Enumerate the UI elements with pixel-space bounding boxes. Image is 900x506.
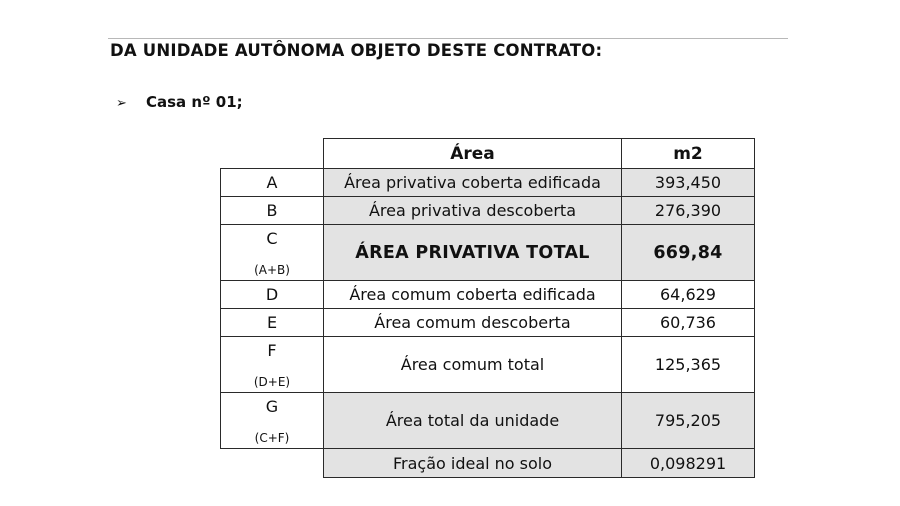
section-heading: DA UNIDADE AUTÔNOMA OBJETO DESTE CONTRATO: <box>110 41 603 60</box>
bullet-item <box>116 93 243 111</box>
row-g-area: Área total da unidade <box>323 392 622 449</box>
row-e-m2: 60,736 <box>621 308 755 337</box>
row-f-m2: 125,365 <box>621 336 755 393</box>
row-f-formula: (D+E) <box>253 375 291 389</box>
row-f-area: Área comum total <box>323 336 622 393</box>
footer-m2: 0,098291 <box>621 448 755 478</box>
row-d-m2: 64,629 <box>621 280 755 309</box>
header-m2: m2 <box>621 138 755 169</box>
row-c-formula: (A+B) <box>254 263 290 277</box>
header-area: Área <box>323 138 622 169</box>
row-d-area: Área comum coberta edificada <box>323 280 622 309</box>
row-d-letter: D <box>220 280 324 309</box>
row-g-formula: (C+F) <box>254 431 290 445</box>
row-a-letter: A <box>220 168 324 197</box>
bullet-text: Casa nº 01; <box>146 93 243 111</box>
row-f-letter-label: F <box>267 341 277 360</box>
row-c-m2: 669,84 <box>621 224 755 281</box>
row-g-letter <box>220 392 324 449</box>
row-a-m2: 393,450 <box>621 168 755 197</box>
row-c-letter <box>220 224 324 281</box>
row-g-letter-label: G <box>265 397 279 416</box>
top-rule <box>108 38 788 39</box>
row-c-area: ÁREA PRIVATIVA TOTAL <box>323 224 622 281</box>
row-g-m2: 795,205 <box>621 392 755 449</box>
row-b-m2: 276,390 <box>621 196 755 225</box>
arrow-bullet-icon: ➢ <box>116 96 127 111</box>
row-c-letter-label: C <box>266 229 278 248</box>
row-f-letter <box>220 336 324 393</box>
row-a-area: Área privativa coberta edificada <box>323 168 622 197</box>
row-e-area: Área comum descoberta <box>323 308 622 337</box>
row-e-letter: E <box>220 308 324 337</box>
footer-area: Fração ideal no solo <box>323 448 622 478</box>
row-b-area: Área privativa descoberta <box>323 196 622 225</box>
row-b-letter: B <box>220 196 324 225</box>
